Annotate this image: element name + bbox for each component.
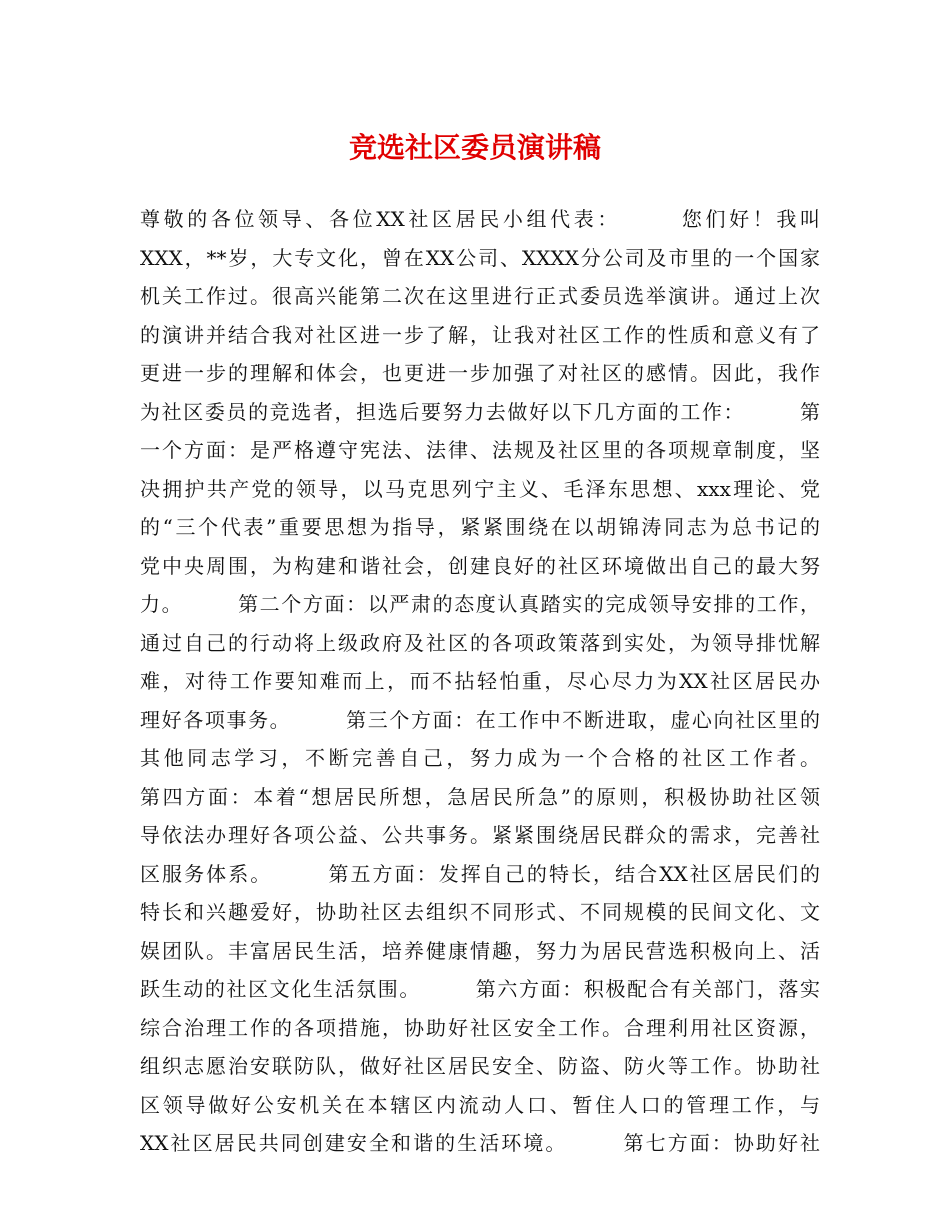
body-line: 力。 第二个方面：以严肃的态度认真踏实的完成领导安排的工作， — [140, 592, 820, 616]
body-line: 决拥护共产党的领导，以马克思列宁主义、毛泽东思想、xxx理论、党 — [140, 476, 820, 501]
body-line: 机关工作过。很高兴能第二次在这里进行正式委员选举演讲。通过上次 — [140, 284, 820, 308]
body-line: 的演讲并结合我对社区进一步了解，让我对社区工作的性质和意义有了 — [140, 322, 820, 347]
body-line: 特长和兴趣爱好，协助社区去组织不同形式、不同规模的民间文化、文 — [140, 900, 820, 924]
body-line: 导依法办理好各项公益、公共事务。紧紧围绕居民群众的需求，完善社 — [140, 823, 820, 847]
body-line: XX社区居民共同创建安全和谐的生活环境。 第七方面：协助好社 — [140, 1131, 820, 1155]
body-line: 更进一步的理解和体会，也更进一步加强了对社区的感情。因此，我作 — [140, 361, 820, 385]
body-line: 区服务体系。 第五方面：发挥自己的特长，结合XX社区居民们的 — [140, 861, 820, 886]
body-line: 通过自己的行动将上级政府及社区的各项政策落到实处，为领导排忧解 — [140, 630, 820, 655]
body-line: 综合治理工作的各项措施，协助好社区安全工作。合理利用社区资源， — [140, 1015, 820, 1040]
document-title: 竞选社区委员演讲稿 — [348, 131, 601, 164]
body-line: 娱团队。丰富居民生活，培养健康情趣，努力为居民营选积极向上、活 — [140, 938, 820, 963]
body-line: 第四方面：本着“想居民所想，急居民所急”的原则，积极协助社区领 — [140, 784, 820, 809]
body-line: 难，对待工作要知难而上，而不拈轻怕重，尽心尽力为XX社区居民办 — [140, 669, 820, 693]
body-line: 为社区委员的竞选者，担选后要努力去做好以下几方面的工作： 第 — [140, 399, 820, 424]
body-line: 尊敬的各位领导、各位XX社区居民小组代表： 您们好！我叫 — [140, 207, 820, 231]
body-line: 的“三个代表”重要思想为指导，紧紧围绕在以胡锦涛同志为总书记的 — [140, 515, 820, 539]
body-line: 组织志愿治安联防队，做好社区居民安全、防盗、防火等工作。协助社 — [140, 1054, 820, 1078]
body-line: 跃生动的社区文化生活氛围。 第六方面：积极配合有关部门，落实 — [140, 977, 820, 1001]
body-line: 区领导做好公安机关在本辖区内流动人口、暂住人口的管理工作，与 — [140, 1092, 820, 1117]
body-line: 一个方面：是严格遵守宪法、法律、法规及社区里的各项规章制度，坚 — [140, 438, 820, 462]
body-line: 理好各项事务。 第三个方面：在工作中不断进取，虚心向社区里的 — [140, 707, 820, 732]
body-line: XXX，**岁，大专文化，曾在XX公司、XXXX分公司及市里的一个国家 — [140, 245, 820, 270]
document-body — [140, 200, 820, 1163]
body-line: 党中央周围，为构建和谐社会，创建良好的社区环境做出自己的最大努 — [140, 553, 820, 578]
body-line: 其他同志学习，不断完善自己，努力成为一个合格的社区工作者。 — [140, 746, 820, 770]
